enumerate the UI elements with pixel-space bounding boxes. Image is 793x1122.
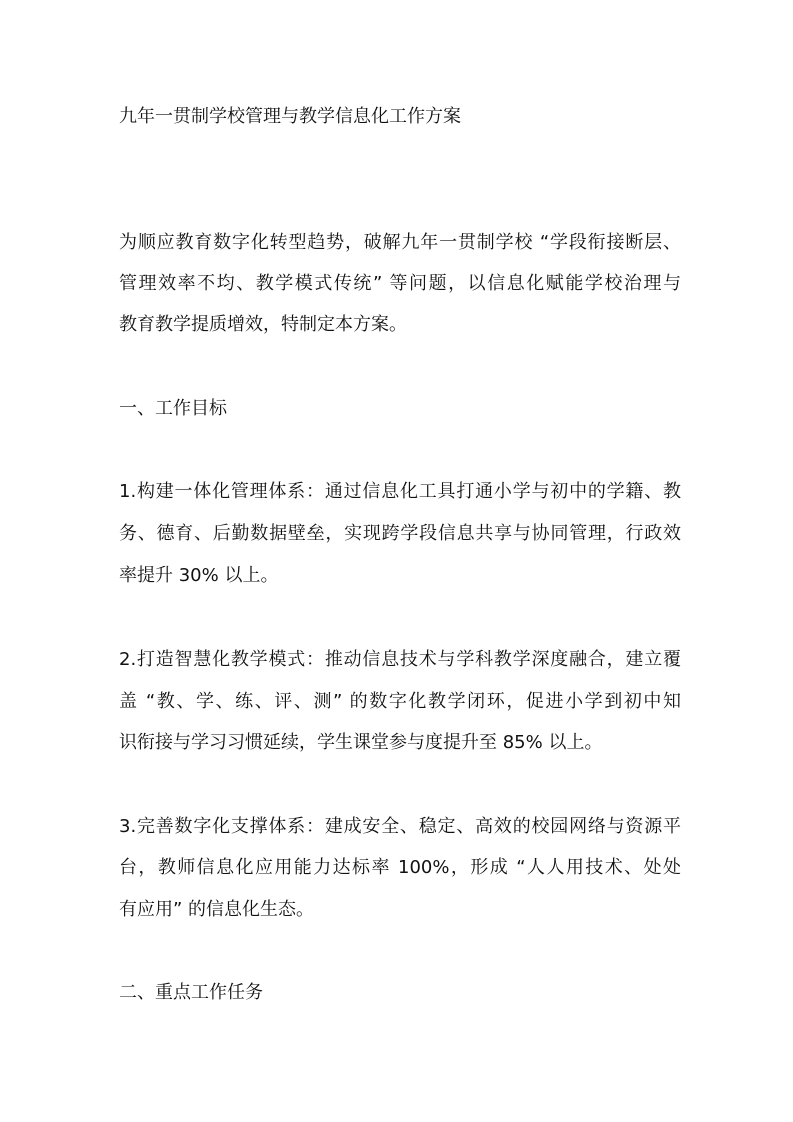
section-heading-goals: 一、工作目标: [119, 398, 227, 419]
intro-line: 管理效率不均、教学模式传统” 等问题，以信息化赋能学校治理与: [119, 273, 681, 294]
goal-3-line: 有应用” 的信息化生态。: [119, 899, 315, 920]
goal-3-line: 3.完善数字化支撑体系：建成安全、稳定、高效的校园网络与资源平: [119, 816, 681, 837]
intro-line: 教育教学提质增效，特制定本方案。: [119, 314, 407, 335]
section-heading-tasks: 二、重点工作任务: [119, 982, 263, 1003]
goal-2-line: 盖 “教、学、练、评、测” 的数字化教学闭环，促进小学到初中知: [119, 691, 681, 712]
document-title: 九年一贯制学校管理与教学信息化工作方案: [119, 106, 461, 127]
goal-1-line: 1.构建一体化管理体系：通过信息化工具打通小学与初中的学籍、教: [119, 481, 681, 502]
goal-2-line: 识衔接与学习习惯延续，学生课堂参与度提升至 85% 以上。: [119, 732, 603, 753]
goal-1-line: 务、德育、后勤数据壁垒，实现跨学段信息共享与协同管理，行政效: [119, 523, 681, 544]
goal-1-line: 率提升 30% 以上。: [119, 565, 279, 586]
goal-3-line: 台，教师信息化应用能力达标率 100%，形成 “人人用技术、处处: [119, 857, 681, 878]
goal-2-line: 2.打造智慧化教学模式：推动信息技术与学科教学深度融合，建立覆: [119, 649, 681, 670]
intro-line: 为顺应教育数字化转型趋势，破解九年一贯制学校 “学段衔接断层、: [119, 232, 681, 253]
